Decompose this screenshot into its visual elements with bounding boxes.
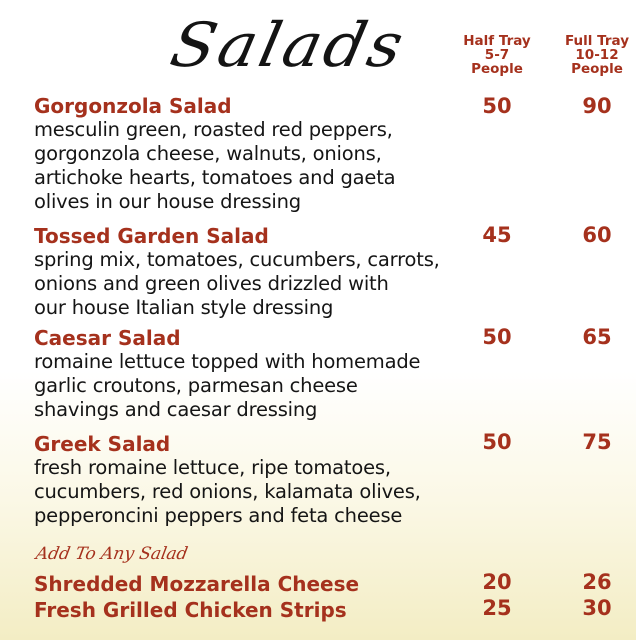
full-tray-serves: 10-12 bbox=[575, 47, 619, 63]
half-tray-price: 50 bbox=[482, 430, 512, 454]
item-desc-line: our house Italian style dressing bbox=[34, 296, 334, 319]
full-tray-price: 90 bbox=[582, 94, 612, 118]
full-tray-header bbox=[552, 34, 636, 76]
menu-item-tossed-garden bbox=[34, 224, 464, 320]
half-tray-price: 45 bbox=[482, 223, 512, 247]
menu-title: Salads bbox=[164, 10, 412, 82]
item-desc-line: cucumbers, red onions, kalamata olives, bbox=[34, 480, 421, 503]
half-tray-price: 50 bbox=[482, 325, 512, 349]
item-desc-line: pepperoncini peppers and feta cheese bbox=[34, 504, 403, 527]
item-desc-line: gorgonzola cheese, walnuts, onions, bbox=[34, 142, 382, 165]
full-tray-price: 65 bbox=[582, 325, 612, 349]
item-desc-line: olives in our house dressing bbox=[34, 190, 301, 213]
menu-item-gorgonzola bbox=[34, 94, 464, 214]
item-desc-line: artichoke hearts, tomatoes and gaeta bbox=[34, 166, 396, 189]
item-name: Caesar Salad bbox=[34, 326, 181, 350]
menu-item-caesar bbox=[34, 326, 464, 422]
item-desc-line: romaine lettuce topped with homemade bbox=[34, 350, 421, 373]
item-desc-line: spring mix, tomatoes, cucumbers, carrots, bbox=[34, 248, 440, 271]
addon-full-price: 26 bbox=[582, 570, 612, 594]
half-tray-header bbox=[452, 34, 542, 76]
addon-half-price: 20 bbox=[482, 570, 512, 594]
item-desc-line: fresh romaine lettuce, ripe tomatoes, bbox=[34, 456, 391, 479]
item-desc-line: onions and green olives drizzled with bbox=[34, 272, 389, 295]
half-tray-label: Half Tray bbox=[463, 33, 531, 49]
addon-full-price: 30 bbox=[582, 596, 612, 620]
half-tray-serves: 5-7 bbox=[484, 47, 510, 63]
full-tray-label: Full Tray bbox=[565, 33, 629, 49]
item-desc-line: shavings and caesar dressing bbox=[34, 398, 318, 421]
addon-name: Shredded Mozzarella Cheese bbox=[34, 572, 360, 596]
half-tray-people: People bbox=[471, 61, 523, 77]
full-tray-price: 75 bbox=[582, 430, 612, 454]
full-tray-price: 60 bbox=[582, 223, 612, 247]
item-desc-line: garlic croutons, parmesan cheese bbox=[34, 374, 358, 397]
item-name: Tossed Garden Salad bbox=[34, 224, 269, 248]
addon-name: Fresh Grilled Chicken Strips bbox=[34, 598, 347, 622]
item-name: Gorgonzola Salad bbox=[34, 94, 232, 118]
addon-half-price: 25 bbox=[482, 596, 512, 620]
addon-section-title: Add To Any Salad bbox=[34, 544, 190, 564]
item-desc-line: mesculin green, roasted red peppers, bbox=[34, 118, 393, 141]
half-tray-price: 50 bbox=[482, 94, 512, 118]
full-tray-people: People bbox=[571, 61, 623, 77]
menu-item-greek bbox=[34, 432, 464, 528]
item-name: Greek Salad bbox=[34, 432, 171, 456]
